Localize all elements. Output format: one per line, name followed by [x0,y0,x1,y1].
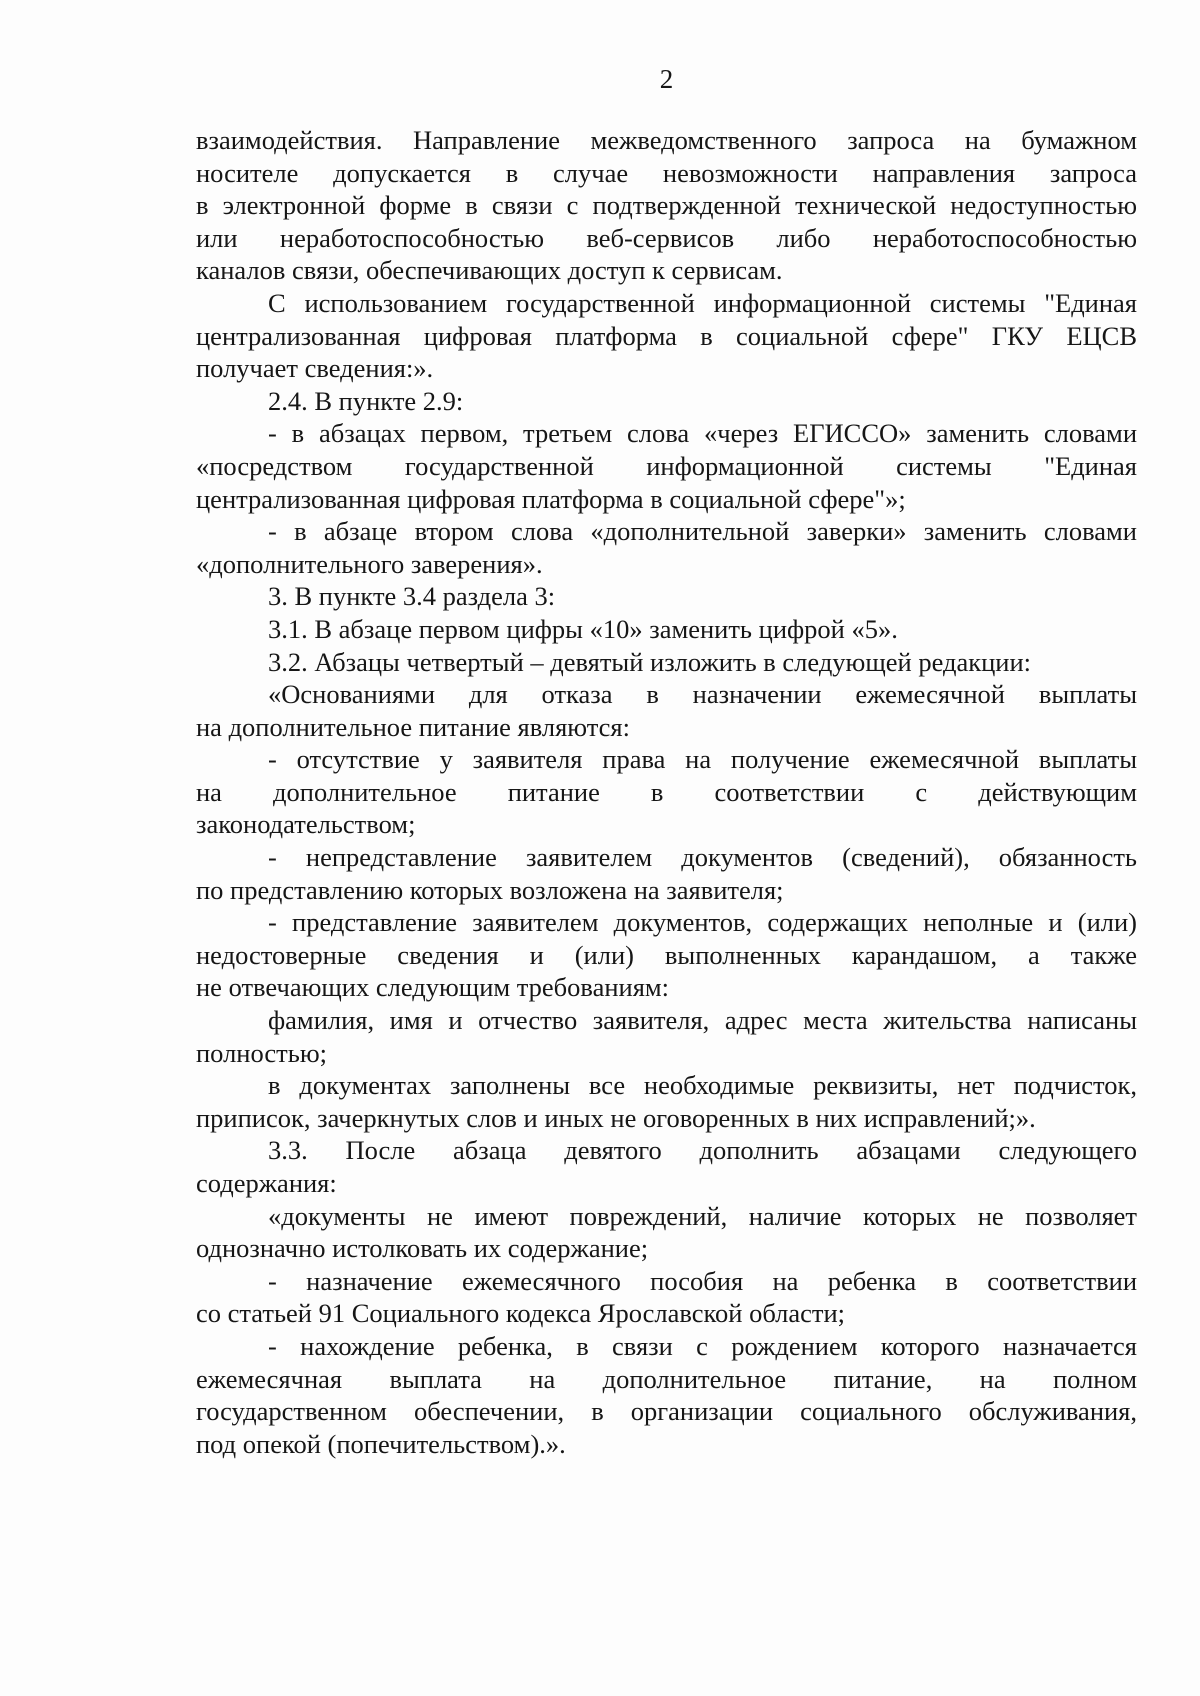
text-line: С использованием государственной информационной системы "Единая [268,287,1137,318]
page-number: 2 [659,64,674,94]
text-line: носителе допускается в случае невозможности направления запроса [196,157,1137,188]
paragraph [196,580,1137,613]
text-line: содержания: [196,1168,337,1198]
text-line: централизованная цифровая платформа в социальной сфере" ГКУ ЕЦСВ [196,320,1137,351]
paragraph [196,515,1137,580]
text-line: со статьей 91 Социального кодекса Ярославской области; [196,1298,846,1329]
text-line: ежемесячная выплата на дополнительное питание, на полном [196,1363,1137,1394]
text-line: «документы не имеют повреждений, наличие которых не позволяет [268,1200,1137,1231]
text-line: под опекой (попечительством).». [196,1428,566,1459]
paragraph [196,743,1137,841]
paragraph [196,1330,1137,1460]
document-body [196,124,1137,1460]
text-line: 2.4. В пункте 2.9: [268,385,464,416]
text-line: 3.1. В абзаце первом цифры «10» заменить цифрой «5». [268,613,898,644]
text-line: - в абзацах первом, третьем слова «через ЕГИССО» заменить словами [268,418,1137,449]
paragraph [196,417,1137,515]
text-line: взаимодействия. Направление межведомственного запроса на бумажном [196,125,1137,155]
text-line: «Основаниями для отказа в назначении ежемесячной выплаты [268,679,1137,710]
paragraph [196,613,1137,646]
text-line: - отсутствие у заявителя права на получение ежемесячной выплаты [268,744,1137,775]
text-line: однозначно истолковать их содержание; [196,1233,649,1264]
text-line: не отвечающих следующим требованиям: [196,972,670,1003]
text-line: по представлению которых возложена на заявителя; [196,874,784,905]
text-line: 3.2. Абзацы четвертый – девятый изложить в следующей редакции: [268,646,1032,677]
paragraph [196,646,1137,679]
paragraph [196,1134,1137,1199]
text-line: недостоверные сведения и (или) выполненных карандашом, а также [196,939,1137,970]
text-line: - представление заявителем документов, содержащих неполные и (или) [268,907,1137,938]
text-line: «посредством государственной информационной системы "Единая [196,450,1137,481]
text-line: - непредставление заявителем документов (сведений), обязанность [268,842,1137,873]
text-line: в документах заполнены все необходимые реквизиты, нет подчисток, [268,1070,1137,1101]
text-line: 3.3. После абзаца девятого дополнить абзацами следующего [268,1135,1137,1166]
paragraph [196,1200,1137,1265]
text-line: государственном обеспечении, в организации социального обслуживания, [196,1396,1137,1427]
text-line: «дополнительного заверения». [196,548,543,579]
paragraph [196,678,1137,743]
text-line: на дополнительное питание в соответствии с действующим [196,776,1137,807]
paragraph [196,124,1137,287]
paragraph [196,1069,1137,1134]
paragraph [196,906,1137,1004]
paragraph [196,1265,1137,1330]
paragraph [196,385,1137,418]
text-line: централизованная цифровая платформа в социальной сфере"»; [196,483,906,514]
text-line: - нахождение ребенка, в связи с рождением которого назначается [268,1330,1137,1361]
paragraph [196,1004,1137,1069]
text-line: каналов связи, обеспечивающих доступ к сервисам. [196,255,783,286]
text-line: - назначение ежемесячного пособия на ребенка в соответствии [268,1265,1137,1296]
text-line: законодательством; [196,809,416,840]
text-line: фамилия, имя и отчество заявителя, адрес места жительства написаны [268,1005,1137,1036]
text-line: на дополнительное питание являются: [196,711,630,742]
text-line: - в абзаце втором слова «дополнительной заверки» заменить словами [268,516,1137,547]
paragraph [196,287,1137,385]
text-line: в электронной форме в связи с подтвержденной технической недоступностью [196,190,1137,221]
text-line: 3. В пункте 3.4 раздела 3: [268,581,556,612]
text-line: полностью; [196,1037,327,1068]
paragraph [196,841,1137,906]
text-line: получает сведения:». [196,353,434,384]
text-line: приписок, зачеркнутых слов и иных не оговоренных в них исправлений;». [196,1102,1036,1133]
text-line: или неработоспособностью веб-сервисов либо неработоспособностью [196,222,1137,253]
